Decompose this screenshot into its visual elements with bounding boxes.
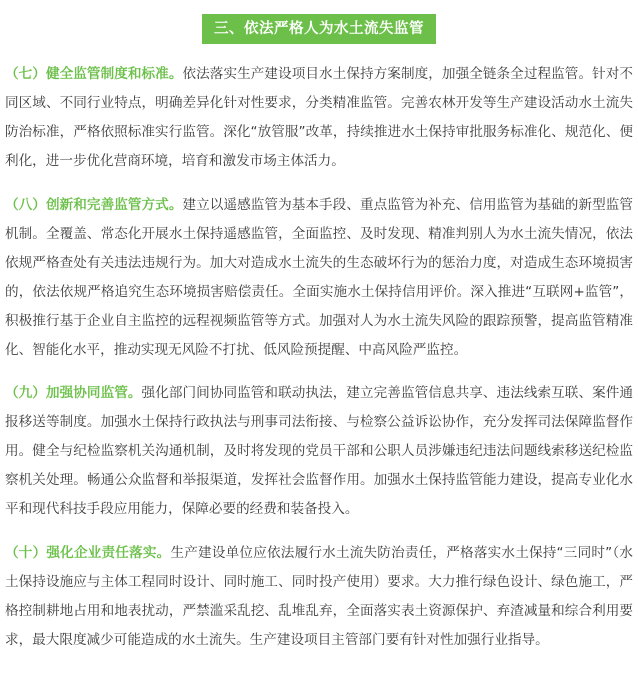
paragraph-body: 建立以遥感监管为基本手段、重点监管为补充、信用监管为基础的新型监管机制。全覆盖、常态化开展水土保持遥感监管，全面监控、及时发现、精准判别人为水土流失情况，依法依规严格查处有关违法违规行为。加大对造成水土流失的生态破坏行为的惩治力度，对造成生态环境损害的，依法依规严格追究生态环境损害赔偿责任。全面实施水土保持信用评价。深入推进“互联网+监管”，积极推行基于企业自主监控的远程视频监管等方式。加强对人为水土流失风险的跟踪预警，提高监管精准化、智能化水平，推动实现无风险不打扰、低风险预提醒、中高风险严监控。: [5, 197, 634, 358]
paragraph-heading: （九）加强协同监管。: [5, 385, 142, 401]
paragraph-heading: （七）健全监管制度和标准。: [5, 66, 183, 82]
paragraph-9: [0, 379, 638, 524]
section-title: 三、依法严格人为水土流失监管: [202, 14, 436, 44]
paragraph-8: [0, 191, 638, 365]
paragraph-body: 强化部门间协同监管和联动执法，建立完善监管信息共享、违法线索互联、案件通报移送等制度。加强水土保持行政执法与刑事司法衔接、与检察公益诉讼协作，充分发挥司法保障监督作用。健全与纪检监察机关沟通机制，及时将发现的党员干部和公职人员涉嫌违纪违法问题线索移送纪检监察机关处理。畅通公众监督和举报渠道，发挥社会监督作用。加强水土保持监管能力建设，提高专业化水平和现代科技手段应用能力，保障必要的经费和装备投入。: [5, 385, 634, 517]
paragraph-heading: （十）强化企业责任落实。: [5, 545, 171, 561]
paragraph-heading: （八）创新和完善监管方式。: [5, 197, 183, 213]
paragraph-body: 生产建设单位应依法履行水土流失防治责任，严格落实水土保持“三同时”（水土保持设施应与主体工程同时设计、同时施工、同时投产使用）要求。大力推行绿色设计、绿色施工，严格控制耕地占用和地表扰动，严禁滥采乱挖、乱堆乱弃，全面落实表土资源保护、弃渣减量和综合利用要求，最大限度减少可能造成的水土流失。生产建设项目主管部门要有针对性加强行业指导。: [5, 545, 633, 648]
paragraph-7: [0, 60, 638, 176]
paragraph-10: [0, 539, 638, 655]
paragraph-body: 依法落实生产建设项目水土保持方案制度，加强全链条全过程监管。针对不同区域、不同行业特点，明确差异化针对性要求，分类精准监管。完善农林开发等生产建设活动水土流失防治标准，严格依照标准实行监管。深化“放管服”改革，持续推进水土保持审批服务标准化、规范化、便利化，进一步优化营商环境，培育和激发市场主体活力。: [5, 66, 634, 169]
title-bar: [0, 0, 638, 48]
